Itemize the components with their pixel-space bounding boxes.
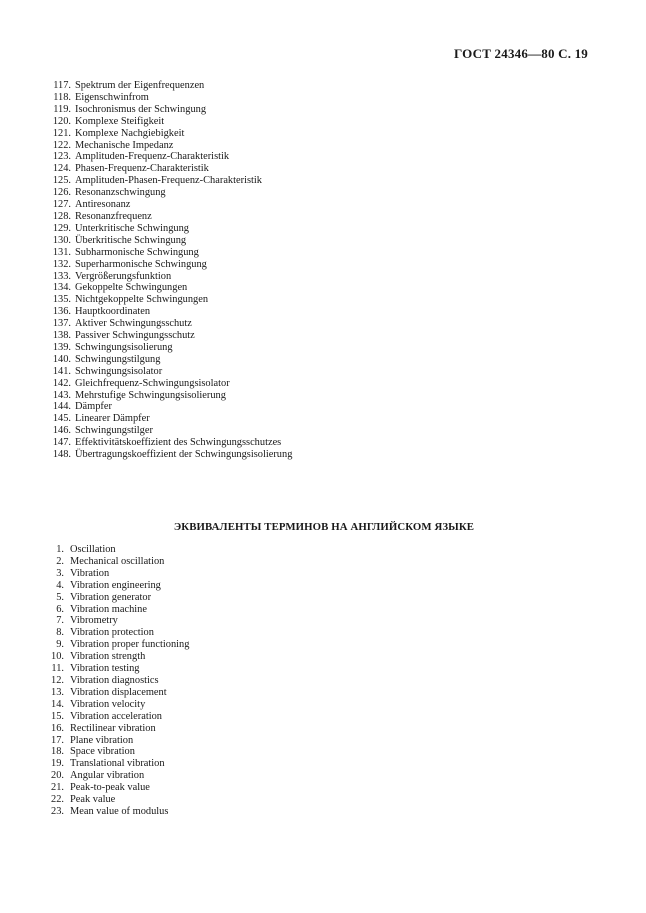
section-title-english: ЭКВИВАЛЕНТЫ ТЕРМИНОВ НА АНГЛИЙСКОМ ЯЗЫКЕ [173,521,475,533]
term-text: Vibration engineering [70,579,161,591]
term-number: 131. [52,246,71,258]
german-term-item [52,354,292,366]
term-text: Peak value [70,794,116,806]
term-text: Space vibration [70,746,135,758]
english-term-item [48,806,189,818]
german-term-item [52,437,292,449]
term-number: 16. [51,722,64,734]
term-number: 128. [52,210,71,222]
german-term-item [52,128,292,140]
english-term-item [48,746,189,758]
term-number: 18. [51,746,64,758]
term-number: 19. [51,758,64,770]
german-term-item [52,116,292,128]
term-text: Vibration machine [70,603,147,615]
german-term-item [52,294,292,306]
term-text: Vibration strength [70,651,146,663]
term-number: 21. [51,782,64,794]
term-number: 147. [52,437,71,449]
term-text: Amplituden-Phasen-Frequenz-Charakteristik [75,175,262,187]
english-term-item [48,675,189,687]
german-term-item [52,80,292,92]
term-text: Antiresonanz [75,199,131,211]
term-text: Translational vibration [70,758,165,770]
term-text: Aktiver Schwingungsschutz [75,318,192,330]
term-text: Resonanzfrequenz [75,210,152,222]
term-number: 145. [52,413,71,425]
term-text: Dämpfer [75,401,112,413]
term-number: 6. [56,603,64,615]
term-text: Vibration acceleration [70,710,162,722]
term-text: Mechanische Impedanz [75,139,174,151]
term-text: Amplituden-Frequenz-Charakteristik [75,151,230,163]
term-number: 4. [56,579,64,591]
german-term-item [52,211,292,223]
english-term-item [48,651,189,663]
english-term-item [48,615,189,627]
english-term-item [48,735,189,747]
term-text: Übertragungskoeffizient der Schwingungsisolierung [75,449,293,461]
term-number: 118. [53,91,71,103]
german-term-item [52,104,292,116]
german-term-item [52,318,292,330]
german-term-list [52,80,292,461]
term-number: 122. [52,139,71,151]
german-term-item [52,247,292,259]
term-number: 146. [52,425,71,437]
german-term-item [52,342,292,354]
term-number: 125. [52,175,71,187]
german-term-item [52,92,292,104]
german-term-item [52,140,292,152]
german-term-item [52,366,292,378]
term-number: 22. [51,794,64,806]
english-term-item [48,758,189,770]
term-text: Schwingungstilgung [75,353,161,365]
term-text: Schwingungsisolator [75,365,163,377]
german-term-item [52,413,292,425]
german-term-item [52,330,292,342]
term-number: 119. [53,103,71,115]
term-number: 127. [52,199,71,211]
german-term-item [52,151,292,163]
term-text: Oscillation [70,544,116,555]
german-term-item [52,401,292,413]
english-term-item [48,782,189,794]
term-number: 8. [56,627,64,639]
term-text: Vibration testing [70,663,140,675]
term-text: Superharmonische Schwingung [75,258,207,270]
english-term-item [48,770,189,782]
term-number: 136. [52,306,71,318]
german-term-item [52,282,292,294]
term-number: 126. [52,187,71,199]
term-text: Komplexe Steifigkeit [75,115,165,127]
term-number: 139. [52,341,71,353]
english-term-item [48,544,189,556]
term-text: Vibration proper functioning [70,639,190,651]
term-text: Effektivitätskoeffizient des Schwingungsschutzes [75,437,282,449]
german-term-item [52,271,292,283]
term-text: Schwingungsisolierung [75,341,173,353]
term-number: 10. [51,651,64,663]
page-header: ГОСТ 24346—80 С. 19 [454,46,588,61]
term-text: Linearer Dämpfer [75,413,150,425]
term-number: 143. [52,389,71,401]
term-number: 132. [52,258,71,270]
term-number: 11. [51,663,64,675]
term-number: 148. [52,449,71,461]
german-term-item [52,449,292,461]
term-number: 140. [52,353,71,365]
term-text: Eigenschwinfrom [75,91,149,103]
term-text: Rectilinear vibration [70,722,156,734]
term-number: 1. [56,544,64,555]
term-text: Nichtgekoppelte Schwingungen [75,294,209,306]
german-term-item [52,390,292,402]
german-term-item [52,259,292,271]
term-text: Passiver Schwingungsschutz [75,330,195,342]
term-number: 133. [52,270,71,282]
english-term-item [48,627,189,639]
term-number: 135. [52,294,71,306]
term-number: 123. [52,151,71,163]
term-number: 117. [53,80,71,91]
term-number: 14. [51,698,64,710]
term-number: 120. [52,115,71,127]
term-text: Mechanical oscillation [70,555,165,567]
term-number: 5. [56,591,64,603]
term-text: Peak-to-peak value [70,782,150,794]
term-text: Mehrstufige Schwingungsisolierung [75,389,226,401]
term-text: Angular vibration [70,770,145,782]
term-number: 20. [51,770,64,782]
term-number: 17. [51,734,64,746]
term-text: Unterkritische Schwingung [75,222,189,234]
term-number: 142. [52,377,71,389]
term-text: Gleichfrequenz-Schwingungsisolator [75,377,230,389]
term-text: Spektrum der Eigenfrequenzen [75,80,205,91]
term-text: Schwingungstilger [75,425,153,437]
term-number: 2. [56,555,64,567]
term-text: Hauptkoordinaten [75,306,151,318]
english-term-item [48,604,189,616]
term-text: Vibration diagnostics [70,674,159,686]
english-term-item [48,711,189,723]
english-term-item [48,663,189,675]
term-number: 137. [52,318,71,330]
term-text: Mean value of modulus [70,805,169,817]
english-term-list [48,544,189,818]
english-term-item [48,568,189,580]
term-number: 141. [52,365,71,377]
german-term-item [52,378,292,390]
term-number: 13. [51,686,64,698]
term-number: 144. [52,401,71,413]
term-text: Vibration velocity [70,698,146,710]
english-term-item [48,687,189,699]
english-term-item [48,699,189,711]
term-number: 15. [51,710,64,722]
english-term-item [48,556,189,568]
term-number: 138. [52,330,71,342]
german-term-item [52,306,292,318]
term-number: 23. [51,805,64,817]
term-text: Gekoppelte Schwingungen [75,282,188,294]
term-text: Vibration generator [70,591,152,603]
term-text: Isochronismus der Schwingung [75,103,207,115]
term-text: Vibration [70,567,110,579]
term-text: Subharmonische Schwingung [75,246,199,258]
term-text: Vergrößerungsfunktion [75,270,172,282]
term-number: 130. [52,234,71,246]
term-text: Plane vibration [70,734,134,746]
german-term-item [52,235,292,247]
german-term-item [52,187,292,199]
english-term-item [48,580,189,592]
term-text: Komplexe Nachgiebigkeit [75,127,185,139]
term-number: 134. [52,282,71,294]
term-number: 9. [56,639,64,651]
term-text: Resonanzschwingung [75,187,166,199]
term-text: Vibration protection [70,627,154,639]
term-number: 121. [52,127,71,139]
term-number: 3. [56,567,64,579]
term-number: 7. [56,615,64,627]
term-text: Phasen-Frequenz-Charakteristik [75,163,209,175]
english-term-item [48,723,189,735]
term-text: Vibrometry [70,615,118,627]
term-text: Vibration displacement [70,686,167,698]
english-term-item [48,639,189,651]
german-term-item [52,223,292,235]
term-text: Überkritische Schwingung [75,234,187,246]
term-number: 129. [52,222,71,234]
german-term-item [52,425,292,437]
term-number: 124. [52,163,71,175]
term-number: 12. [51,674,64,686]
german-term-item [52,199,292,211]
english-term-item [48,592,189,604]
english-term-item [48,794,189,806]
german-term-item [52,175,292,187]
german-term-item [52,163,292,175]
